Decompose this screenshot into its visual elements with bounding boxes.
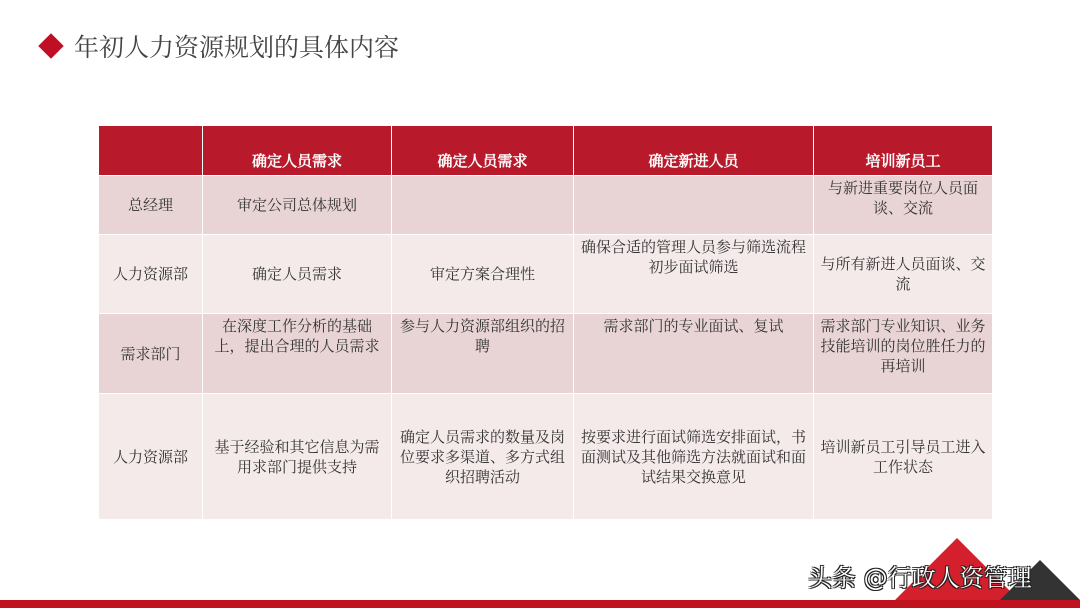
header-cell: 确定人员需求 <box>203 126 392 176</box>
page-title <box>38 28 399 64</box>
table-cell: 总经理 <box>99 176 203 235</box>
table-header <box>99 126 993 176</box>
diamond-icon <box>38 33 63 58</box>
table-cell: 按要求进行面试筛选安排面试，书面测试及其他筛选方法就面试和面试结果交换意见 <box>574 394 814 520</box>
table-cell: 确保合适的管理人员参与筛选流程初步面试筛选 <box>574 235 814 314</box>
header-cell <box>99 126 203 176</box>
table-cell: 需求部门 <box>99 314 203 394</box>
table-cell: 参与人力资源部组织的招聘 <box>392 314 574 394</box>
table-cell: 与所有新进人员面谈、交流 <box>814 235 993 314</box>
table-row <box>99 314 993 394</box>
table-cell: 在深度工作分析的基础上，提出合理的人员需求 <box>203 314 392 394</box>
table-cell: 基于经验和其它信息为需用求部门提供支持 <box>203 394 392 520</box>
planning-table <box>98 125 993 520</box>
header-cell: 确定新进人员 <box>574 126 814 176</box>
table-row <box>99 394 993 520</box>
table-cell: 需求部门专业知识、业务技能培训的岗位胜任力的再培训 <box>814 314 993 394</box>
header-cell: 确定人员需求 <box>392 126 574 176</box>
table-cell: 审定方案合理性 <box>392 235 574 314</box>
title-text: 年初人力资源规划的具体内容 <box>74 33 400 62</box>
table-cell: 需求部门的专业面试、复试 <box>574 314 814 394</box>
table-cell: 与新进重要岗位人员面谈、交流 <box>814 176 993 235</box>
table-cell: 人力资源部 <box>99 394 203 520</box>
header-cell: 培训新员工 <box>814 126 993 176</box>
table-cell: 确定人员需求 <box>203 235 392 314</box>
table-cell: 审定公司总体规划 <box>203 176 392 235</box>
table-cell: 人力资源部 <box>99 235 203 314</box>
table-cell: 确定人员需求的数量及岗位要求多渠道、多方式组织招聘活动 <box>392 394 574 520</box>
table-row <box>99 176 993 235</box>
watermark: 头条 @行政人资管理 <box>808 564 1032 592</box>
table-cell <box>574 176 814 235</box>
bottom-bar <box>0 600 1080 608</box>
table-cell <box>392 176 574 235</box>
table-row <box>99 235 993 314</box>
table-cell: 培训新员工引导员工进入工作状态 <box>814 394 993 520</box>
